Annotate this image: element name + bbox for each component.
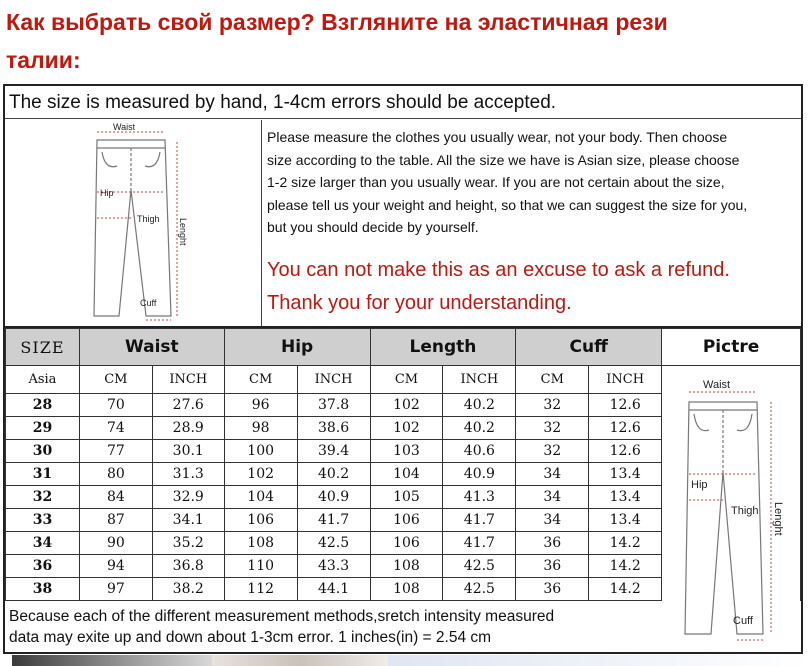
cuff-cm-cell: 32 [516,417,589,440]
length-header: Length [370,329,516,366]
hip-inch-cell: 43.3 [297,555,370,578]
hip-inch-cell: 39.4 [297,440,370,463]
cuff-inch-cell: 14.2 [589,555,662,578]
footnote-line: Because each of the different measurement methods,sretch intensity measured [9,608,555,625]
hip-cm-cell: 110 [224,555,297,578]
cm-subheader: CM [516,366,589,394]
size-cell: 34 [6,532,80,555]
waist-cm-cell: 74 [79,417,152,440]
size-cell: 38 [6,578,80,601]
hip-inch-cell: 41.7 [297,509,370,532]
note-line: size according to the table. All the size we have is Asian size, please choose [267,151,740,168]
hip-inch-cell: 38.6 [297,417,370,440]
picture-waist-label: Waist [703,379,731,391]
length-cm-cell: 102 [370,394,443,417]
waist-cm-cell: 97 [79,578,152,601]
cuff-cm-cell: 34 [516,486,589,509]
cuff-inch-cell: 13.4 [589,463,662,486]
cuff-inch-cell: 13.4 [589,509,662,532]
length-inch-cell: 41.7 [443,509,516,532]
length-cm-cell: 104 [370,463,443,486]
length-inch-cell: 40.2 [443,417,516,440]
length-cm-cell: 103 [370,440,443,463]
title-line-2: талии: [6,47,81,73]
page-title [6,4,806,78]
waist-inch-cell: 36.8 [152,555,224,578]
hip-inch-cell: 44.1 [297,578,370,601]
length-cm-cell: 106 [370,509,443,532]
measurement-footnote [5,604,658,652]
length-cm-cell: 108 [370,555,443,578]
note-line: but you should decide by yourself. [267,219,479,235]
cuff-header: Cuff [516,329,662,366]
picture-cuff-label: Cuff [733,615,753,627]
cuff-cm-cell: 36 [516,532,589,555]
note-line: please tell us your weight and height, so that we can suggest the size for you, [267,196,748,213]
cuff-cm-cell: 32 [516,440,589,463]
cuff-cm-cell: 36 [516,578,589,601]
cm-subheader: CM [224,366,297,394]
waist-cm-cell: 77 [79,440,152,463]
waist-inch-cell: 28.9 [152,417,224,440]
picture-thigh-label: Thigh [731,505,759,517]
size-cell: 36 [6,555,80,578]
waist-cm-cell: 90 [79,532,152,555]
cm-subheader: CM [79,366,152,394]
size-cell: 31 [6,463,80,486]
asia-subheader: Asia [6,366,80,394]
waist-cm-cell: 87 [79,509,152,532]
length-cm-cell: 106 [370,532,443,555]
length-inch-cell: 42.5 [443,578,516,601]
size-cell: 29 [6,417,80,440]
hip-cm-cell: 104 [224,486,297,509]
inch-subheader: INCH [152,366,224,394]
diagram-thigh-label: Thigh [137,214,160,224]
footnote-line: data may exite up and down about 1-3cm error. 1 inches(in) = 2.54 cm [9,629,492,646]
size-header: SIZE [6,329,80,366]
hip-cm-cell: 100 [224,440,297,463]
cuff-cm-cell: 36 [516,555,589,578]
cuff-inch-cell: 12.6 [589,417,662,440]
waist-inch-cell: 30.1 [152,440,224,463]
diagram-cuff-label: Cuff [140,298,157,308]
hip-inch-cell: 42.5 [297,532,370,555]
size-chart-frame [3,84,803,654]
cuff-inch-cell: 14.2 [589,578,662,601]
hip-inch-cell: 40.9 [297,486,370,509]
cuff-inch-cell: 12.6 [589,394,662,417]
hip-cm-cell: 106 [224,509,297,532]
pants-diagram-icon [5,120,261,326]
pants-picture-icon [661,372,799,652]
waist-inch-cell: 34.1 [152,509,224,532]
waist-inch-cell: 27.6 [152,394,224,417]
length-inch-cell: 40.6 [443,440,516,463]
waist-inch-cell: 31.3 [152,463,224,486]
waist-header: Waist [79,329,224,366]
length-inch-cell: 40.9 [443,463,516,486]
hip-cm-cell: 108 [224,532,297,555]
note-line: 1-2 size larger than you usually wear. If you are not certain about the size, [267,174,725,190]
picture-hip-label: Hip [691,479,708,491]
cuff-cm-cell: 32 [516,394,589,417]
size-cell: 28 [6,394,80,417]
hip-inch-cell: 40.2 [297,463,370,486]
length-inch-cell: 41.7 [443,532,516,555]
length-inch-cell: 42.5 [443,555,516,578]
hip-inch-cell: 37.8 [297,394,370,417]
inch-subheader: INCH [443,366,516,394]
length-inch-cell: 41.3 [443,486,516,509]
refund-notice [267,254,797,320]
photo-thumbnail [12,655,212,666]
diagram-length-label: Lenght [178,218,188,246]
measurement-notes [267,126,797,239]
hip-cm-cell: 112 [224,578,297,601]
waist-cm-cell: 80 [79,463,152,486]
photo-thumbnail [212,655,388,666]
photo-strip [0,655,808,666]
waist-inch-cell: 38.2 [152,578,224,601]
cuff-inch-cell: 13.4 [589,486,662,509]
hip-cm-cell: 98 [224,417,297,440]
cuff-inch-cell: 14.2 [589,532,662,555]
note-line: Please measure the clothes you usually wear, not your body. Then choose [267,129,728,145]
length-cm-cell: 102 [370,417,443,440]
diagram-waist-label: Waist [113,122,136,132]
hip-cm-cell: 96 [224,394,297,417]
inch-subheader: INCH [589,366,662,394]
cuff-cm-cell: 34 [516,509,589,532]
picture-header: Pictre [662,329,801,366]
waist-inch-cell: 35.2 [152,532,224,555]
pants-diagram [5,120,262,326]
inch-subheader: INCH [297,366,370,394]
length-cm-cell: 108 [370,578,443,601]
refund-line: You can not make this as an excuse to ask a refund. [267,259,730,281]
table-pants-picture [661,372,799,652]
length-inch-cell: 40.2 [443,394,516,417]
refund-line: Thank you for your understanding. [267,292,572,314]
hip-cm-cell: 102 [224,463,297,486]
length-cm-cell: 105 [370,486,443,509]
diagram-hip-label: Hip [100,188,114,198]
photo-thumbnail [388,655,808,666]
waist-cm-cell: 70 [79,394,152,417]
waist-inch-cell: 32.9 [152,486,224,509]
waist-cm-cell: 84 [79,486,152,509]
size-cell: 30 [6,440,80,463]
hip-header: Hip [224,329,370,366]
size-cell: 33 [6,509,80,532]
size-cell: 32 [6,486,80,509]
intro-note: The size is measured by hand, 1-4cm errors should be accepted. [5,86,801,119]
cuff-inch-cell: 12.6 [589,440,662,463]
title-line-1: Как выбрать свой размер? Взгляните на эластичная рези [6,9,668,35]
waist-cm-cell: 94 [79,555,152,578]
cm-subheader: CM [370,366,443,394]
picture-length-label: Lenght [772,502,784,536]
table-header-row [6,329,801,366]
cuff-cm-cell: 34 [516,463,589,486]
